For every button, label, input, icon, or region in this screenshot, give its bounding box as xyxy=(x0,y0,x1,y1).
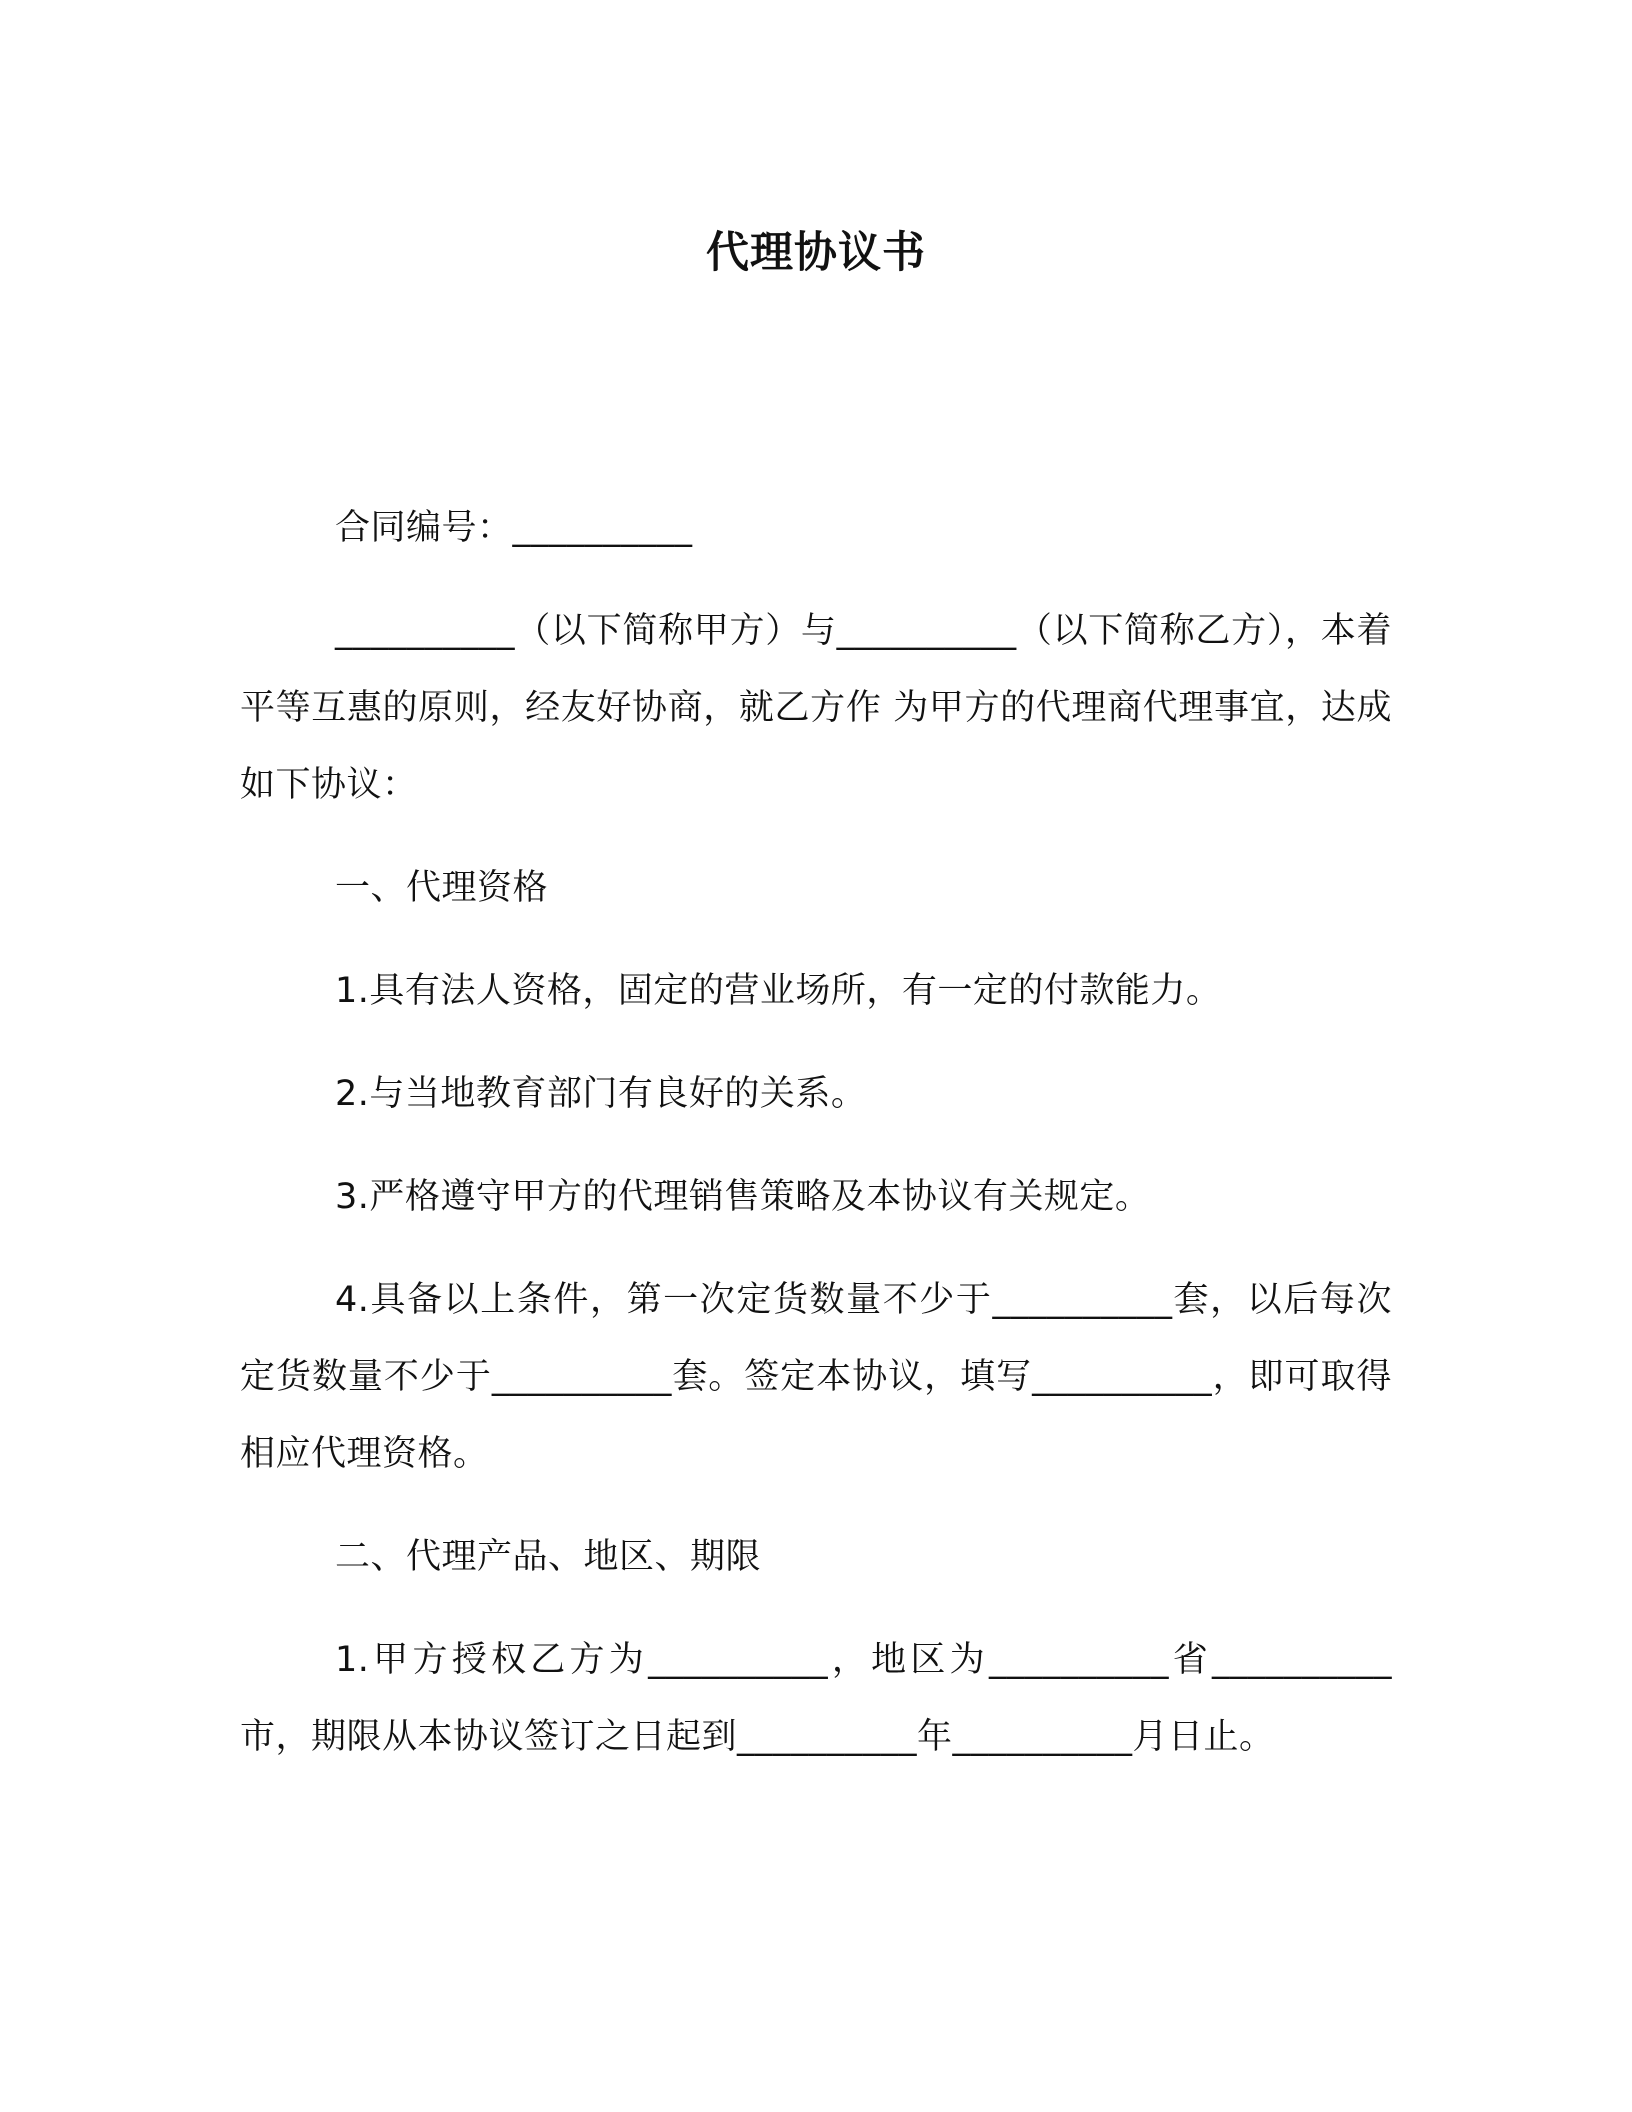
preamble-paragraph: __________（以下简称甲方）与__________（以下简称乙方），本着平等互惠的原则，经友好协商，就乙方作 为甲方的代理商代理事宜，达成如下协议： xyxy=(240,611,1392,805)
document-body xyxy=(240,490,1392,1776)
qualification-item-2: 2.与当地教育部门有良好的关系。 xyxy=(335,1074,867,1114)
contract-number-line: 合同编号：__________ xyxy=(335,508,693,548)
document-title: 代理协议书 xyxy=(706,228,926,278)
products-item-1: 1.甲方授权乙方为__________，地区为__________省__________市，期限从本协议签订之日起到__________年__________月日止。 xyxy=(240,1640,1392,1757)
qualification-item-4: 4.具备以上条件，第一次定货数量不少于__________套，以后每次定货数量不少于__________套。签定本协议，填写__________，即可取得相应代理资格。 xyxy=(240,1280,1392,1474)
qualification-item-1: 1.具有法人资格，固定的营业场所，有一定的付款能力。 xyxy=(335,971,1222,1011)
section-heading-qualification: 一、代理资格 xyxy=(335,868,549,908)
section-heading-products: 二、代理产品、地区、期限 xyxy=(335,1537,762,1577)
qualification-item-3: 3.严格遵守甲方的代理销售策略及本协议有关规定。 xyxy=(335,1177,1151,1217)
